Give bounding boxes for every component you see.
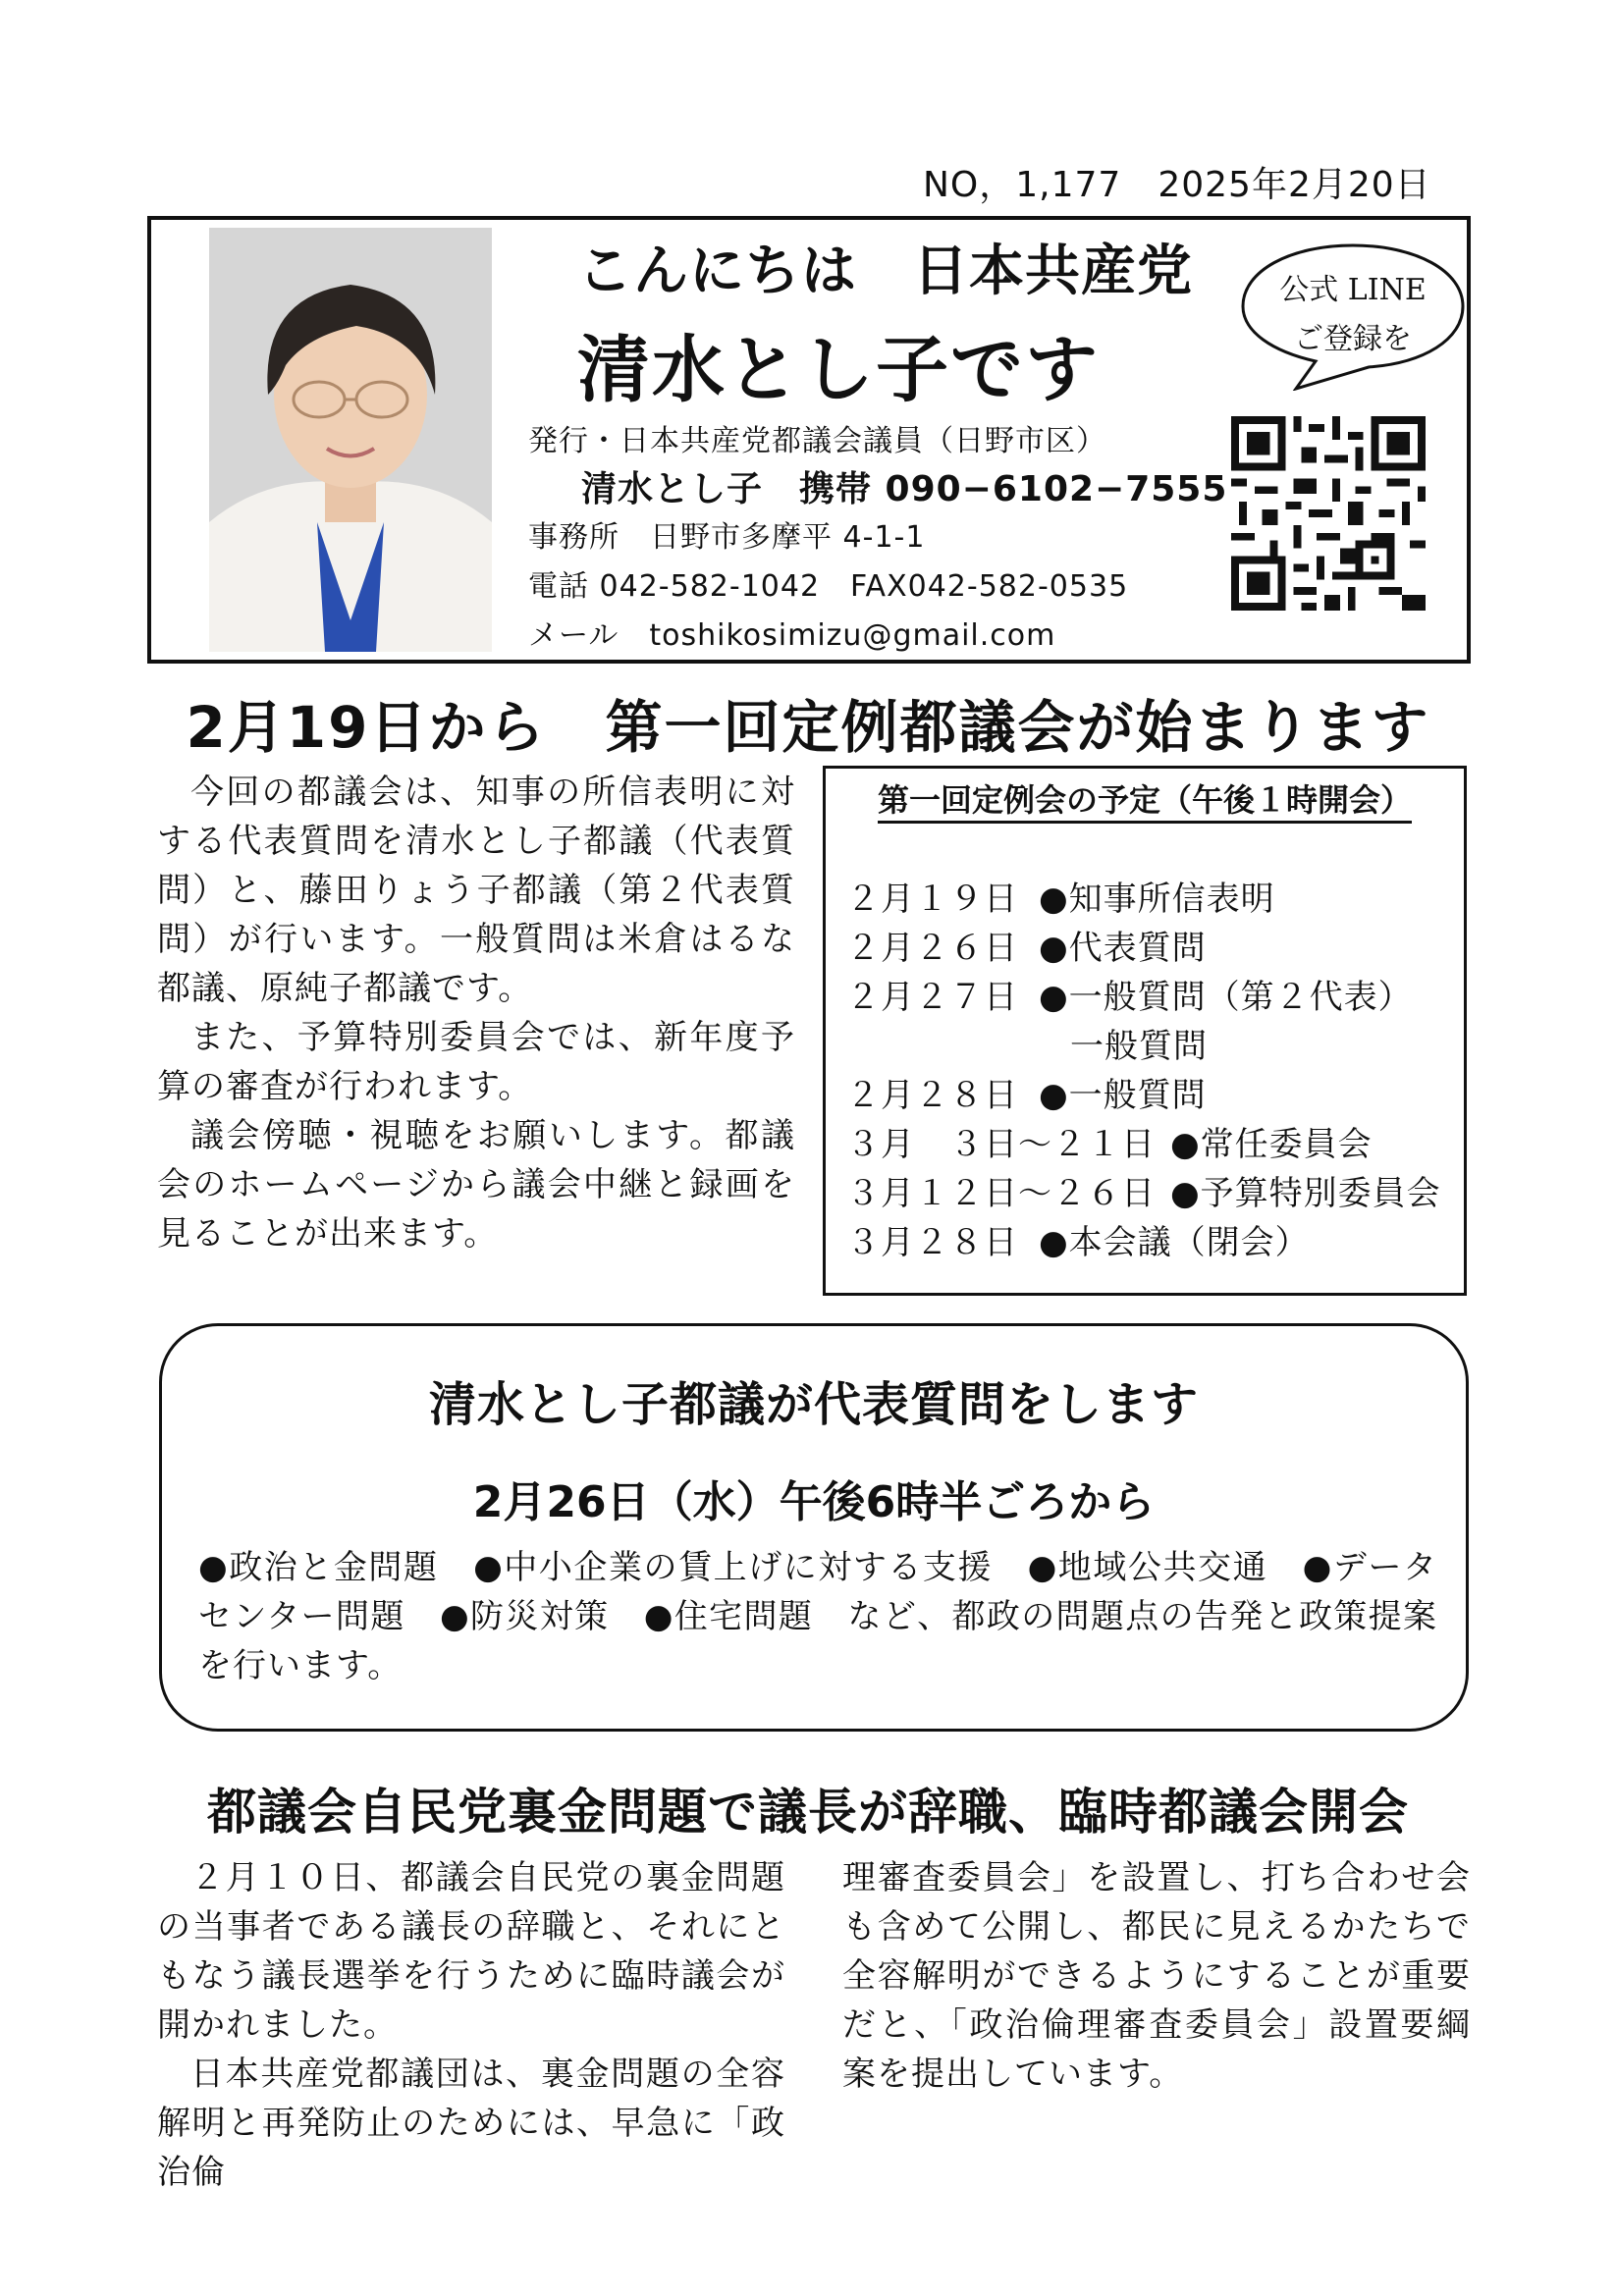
office-address: 事務所 日野市多摩平 4-1-1 [528,520,926,555]
section3-right-column [842,1853,1471,2099]
schedule-row: ３月１２日〜２６日 ●予算特別委員会 [846,1174,1441,1213]
section3-title: 都議会自民党裏金問題で議長が辞職、臨時都議会開会 [207,1784,1409,1841]
schedule-row: ３月 ３日〜２１日 ●常任委員会 [846,1125,1373,1164]
section3-left-column [157,1853,785,2197]
line-bubble-text-1: 公式 LINE [1279,273,1427,307]
section1-paragraph-3: 議会傍聴・視聴をお願いします。都議会のホームページから議会中継と録画を見ることが出来ます。 [157,1116,795,1254]
schedule-row: ２月２８日 ●一般質問 [846,1076,1207,1115]
schedule-title: 第一回定例会の予定（午後１時開会） [823,775,1467,821]
section2-subtitle: 2月26日（水）午後6時半ごろから [472,1477,1156,1527]
schedule-row: 一般質問 [1070,1027,1208,1066]
qr-code[interactable] [1231,416,1426,611]
section2-title: 清水とし子都議が代表質問をします [428,1377,1199,1432]
schedule-row: ３月２８日 ●本会議（閉会） [846,1223,1310,1262]
section2-body: ●政治と金問題 ●中小企業の賃上げに対する支援 ●地域公共交通 ●データセンター問題 ●防災対策 ●住宅問題 など、都政の問題点の告発と政策提案を行います。 [198,1548,1437,1685]
section3-right-paragraph: 理審査委員会」を設置し、打ち合わせ会も含めて公開し、都民に見えるかたちで全容解明ができるようにすることが重要だと、「政治倫理審査委員会」設置要綱案を提出しています。 [842,1858,1471,2094]
name-heading: 清水とし子です [577,328,1100,412]
section1-title: 2月19日から 第一回定例都議会が始まります [186,694,1430,761]
publisher-line: 発行・日本共産党都議会議員（日野市区） [528,424,1106,458]
tel-fax: 電話 042-582-1042 FAX042-582-0535 [528,569,1129,604]
section1-paragraph-2: また、予算特別委員会では、新年度予算の審査が行われます。 [157,1018,795,1106]
contact-phone: 清水とし子 携帯 090−6102−7555 [581,469,1228,509]
portrait-photo [209,228,492,652]
schedule-row: ２月２７日 ●一般質問（第２代表） [846,978,1413,1017]
email: メール toshikosimizu@gmail.com [528,618,1056,653]
section3-left-paragraph-2: 日本共産党都議団は、裏金問題の全容解明と再発防止のためには、早急に「政治倫 [157,2055,785,2192]
section1-body [157,768,795,1258]
schedule-row: ２月２６日 ●代表質問 [846,929,1207,968]
schedule-row: ２月１９日 ●知事所信表明 [846,880,1275,919]
issue-number-date: NO，1,177 2025年2月20日 [923,165,1431,205]
line-bubble-text-2: ご登録を [1294,322,1412,356]
section1-paragraph-1: 今回の都議会は、知事の所信表明に対する代表質問を清水とし子都議（代表質問）と、藤田りょう子都議（第２代表質問）が行います。一般質問は米倉はるな都議、原純子都議です。 [157,773,795,1008]
section3-left-paragraph-1: ２月１０日、都議会自民党の裏金問題の当事者である議長の辞職と、それにともなう議長選挙を行うために臨時議会が開かれました。 [157,1858,785,2045]
greeting-heading: こんにちは 日本共産党 [577,240,1193,303]
